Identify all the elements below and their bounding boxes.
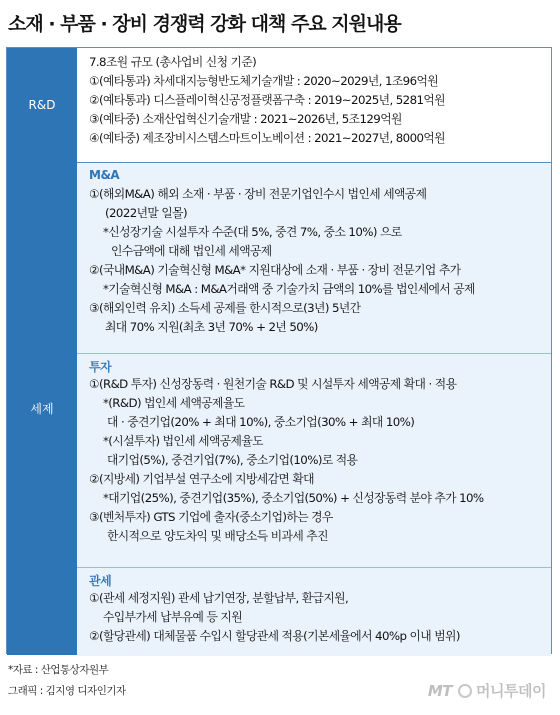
tax-section bbox=[77, 162, 551, 656]
customs-line: ②(할당관세) 대체물품 수입시 할당관세 적용(기본세율에서 40%p 이내 범위) bbox=[89, 629, 460, 643]
investment-line: ③(벤처투자) GTS 기업에 출자(중소기업)하는 경우 bbox=[89, 510, 333, 524]
investment-section bbox=[77, 353, 551, 568]
investment-line: *대기업(25%), 중견기업(35%), 중소기업(50%) + 신성장동력 분야 추가 10% bbox=[103, 491, 484, 505]
rd-line: ③(예타중) 소재산업혁신기술개발 : 2021~2026년, 5조129억원 bbox=[89, 112, 402, 126]
customs-section bbox=[77, 567, 551, 657]
investment-line: ①(R&D 투자) 신성장동력 · 원천기술 R&D 및 시설투자 세액공제 확대 · 적용 bbox=[89, 377, 457, 391]
ma-line: (2022년말 일몰) bbox=[105, 206, 187, 220]
investment-line: 대 · 중견기업(20% + 최대 10%), 중소기업(30% + 최대 10%) bbox=[107, 415, 415, 429]
ma-line: 인수금액에 대해 법인세 세액공제 bbox=[111, 244, 272, 258]
rd-section bbox=[77, 48, 551, 162]
customs-line: ①(관세 세정지원) 관세 납기연장, 분할납부, 환급지원, bbox=[89, 591, 349, 605]
page-title: 소재 · 부품 · 장비 경쟁력 강화 대책 주요 지원내용 bbox=[8, 13, 401, 35]
publisher-logo bbox=[428, 680, 546, 701]
rd-line: 7.8조원 규모 (총사업비 신청 기준) bbox=[89, 55, 257, 69]
investment-line: *(R&D) 법인세 세액공제율도 bbox=[103, 396, 245, 410]
investment-line: 한시적으로 양도차익 및 배당소득 비과세 추진 bbox=[107, 529, 328, 543]
investment-heading: 투자 bbox=[89, 360, 112, 374]
ma-section bbox=[77, 163, 551, 353]
ma-line: *신성장기술 시설투자 수준(대 5%, 중견 7%, 중소 10%) 으로 bbox=[103, 225, 402, 239]
support-table bbox=[6, 47, 552, 654]
investment-line: *(시설투자) 법인세 세액공제율도 bbox=[103, 434, 263, 448]
ma-heading: M&A bbox=[89, 168, 120, 182]
logo-name: 머니투데이 bbox=[476, 682, 546, 700]
ma-line: *기술혁신형 M&A : M&A거래액 중 기술가치 금액의 10%를 법인세에서 공제 bbox=[103, 282, 475, 296]
customs-heading: 관세 bbox=[89, 574, 112, 588]
circle-logo-icon bbox=[458, 684, 472, 698]
logo-mt: MT bbox=[427, 681, 453, 700]
graphic-credit: 그래픽 : 김지영 디자인기자 bbox=[8, 685, 126, 697]
investment-line: ②(지방세) 기업부설 연구소에 지방세감면 확대 bbox=[89, 472, 314, 486]
customs-line: 수입부가세 납부유예 등 지원 bbox=[103, 610, 243, 624]
investment-line: 대기업(5%), 중견기업(7%), 중소기업(10%)로 적용 bbox=[107, 453, 358, 467]
ma-line: ③(해외인력 유치) 소득세 공제를 한시적으로(3년) 5년간 bbox=[89, 301, 361, 315]
tax-label: 세제 bbox=[7, 162, 77, 655]
source-note: *자료 : 산업통상자원부 bbox=[8, 664, 109, 676]
rd-line: ②(예타통과) 디스플레이혁신공정플랫폼구축 : 2019~2025년, 5281억원 bbox=[89, 93, 445, 107]
ma-line: 최대 70% 지원(최초 3년 70% + 2년 50%) bbox=[105, 320, 318, 334]
rd-line: ④(예타중) 제조장비시스템스마트이노베이션 : 2021~2027년, 8000억원 bbox=[89, 131, 445, 145]
ma-line: ②(국내M&A) 기술혁신형 M&A* 지원대상에 소재 · 부품 · 장비 전문기업 추가 bbox=[89, 263, 461, 277]
rd-line: ①(예타통과) 차세대지능형반도체기술개발 : 2020~2029년, 1조96억원 bbox=[89, 74, 439, 88]
rd-label: R&D bbox=[7, 48, 77, 162]
ma-line: ①(해외M&A) 해외 소재 · 부품 · 장비 전문기업인수시 법인세 세액공제 bbox=[89, 187, 427, 201]
